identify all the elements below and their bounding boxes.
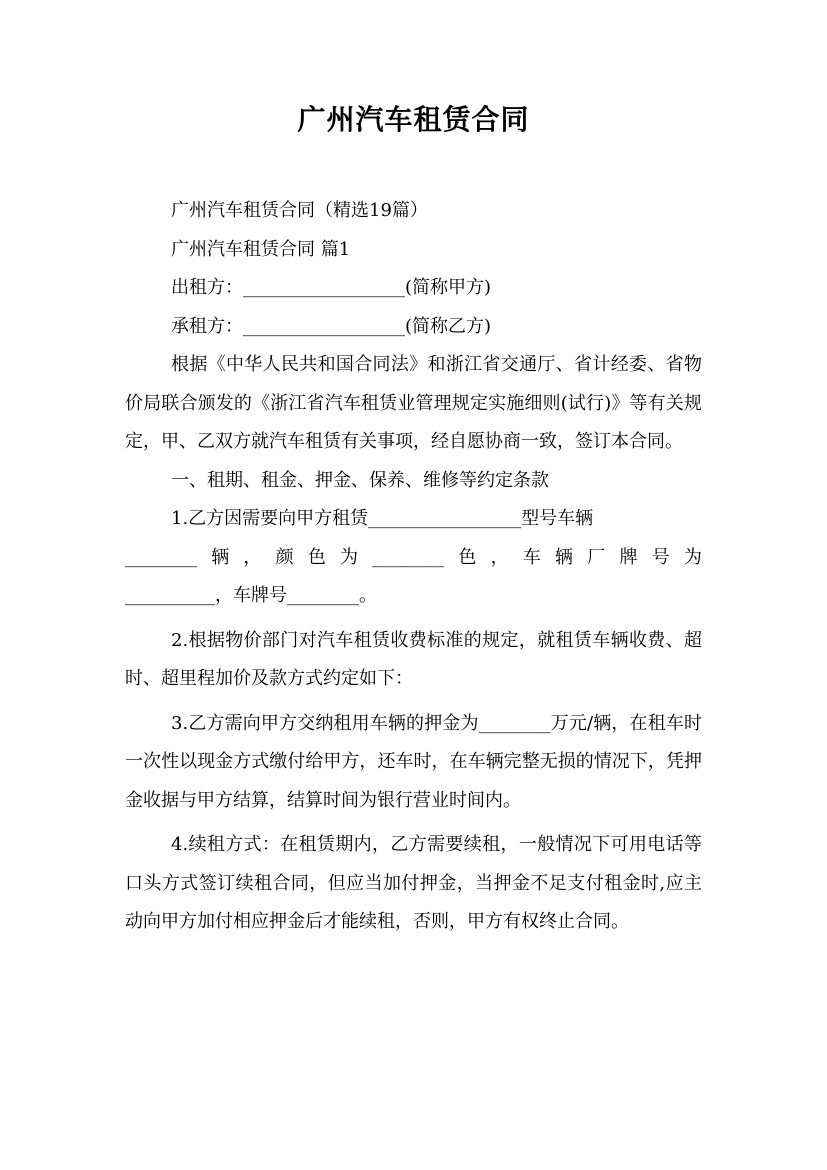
item1-word: 为 — [340, 546, 359, 568]
item1-line3: __________，车牌号________。 — [125, 585, 377, 606]
section-heading: 广州汽车租赁合同 篇1 — [171, 238, 351, 260]
item1-word: 辆 — [555, 546, 574, 568]
item1-word: 颜 — [275, 546, 294, 568]
item1-word: 为 — [683, 546, 702, 568]
item1-word: 色 — [458, 546, 477, 568]
item1-word: 号 — [651, 546, 670, 568]
clause-one-heading: 一、租期、租金、押金、保养、维修等约定条款 — [171, 469, 549, 491]
item1-word: ， — [243, 546, 262, 568]
item1-word: ________ — [372, 546, 445, 568]
item1-word: ， — [490, 546, 509, 568]
document-subtitle: 广州汽车租赁合同（精选19篇） — [171, 200, 428, 221]
item4-paragraph: 4.续租方式：在租赁期内，乙方需要续租，一般情况下可用电话等口头方式签订续租合同，但应当加付押金，当押金不足支付租金时,应主动向甲方加付相应押金后才能续租，否则，甲方有权终止合同。 — [125, 834, 702, 932]
item3-paragraph: 3.乙方需向甲方交纳租用车辆的押金为________万元/辆，在租车时一次性以现金方式缴付给甲方，还车时，在车辆完整无损的情况下，凭押金收据与甲方结算，结算时间为银行营业时间内。 — [125, 712, 702, 811]
item1-word: ________ — [125, 546, 197, 568]
document-title: 广州汽车租赁合同 — [297, 103, 530, 136]
item1-word: 车 — [522, 546, 541, 568]
item1-word: 牌 — [619, 546, 638, 568]
document-body — [125, 192, 702, 942]
lessee-line: 承租方：__________________(简称乙方) — [171, 315, 492, 337]
item1-line1: 1.乙方因需要向甲方租赁_________________型号车辆 — [171, 508, 594, 529]
item2-paragraph: 2.根据物价部门对汽车租赁收费标准的规定，就租赁车辆收费、超时、超里程加价及款方式约定如下： — [125, 629, 702, 689]
preamble-paragraph: 根据《中华人民共和国合同法》和浙江省交通厅、省计经委、省物价局联合颁发的《浙江省汽车租赁业管理规定实施细则(试行)》等有关规定，甲、乙双方就汽车租赁有关事项，经自愿协商一致，签订本合同。 — [125, 354, 702, 452]
item1-word: 色 — [307, 546, 326, 568]
item1-word: 厂 — [587, 546, 606, 568]
lessor-line: 出租方：__________________(简称甲方) — [171, 277, 492, 298]
item1-word: 辆 — [211, 546, 230, 568]
item1-line2 — [125, 539, 702, 578]
